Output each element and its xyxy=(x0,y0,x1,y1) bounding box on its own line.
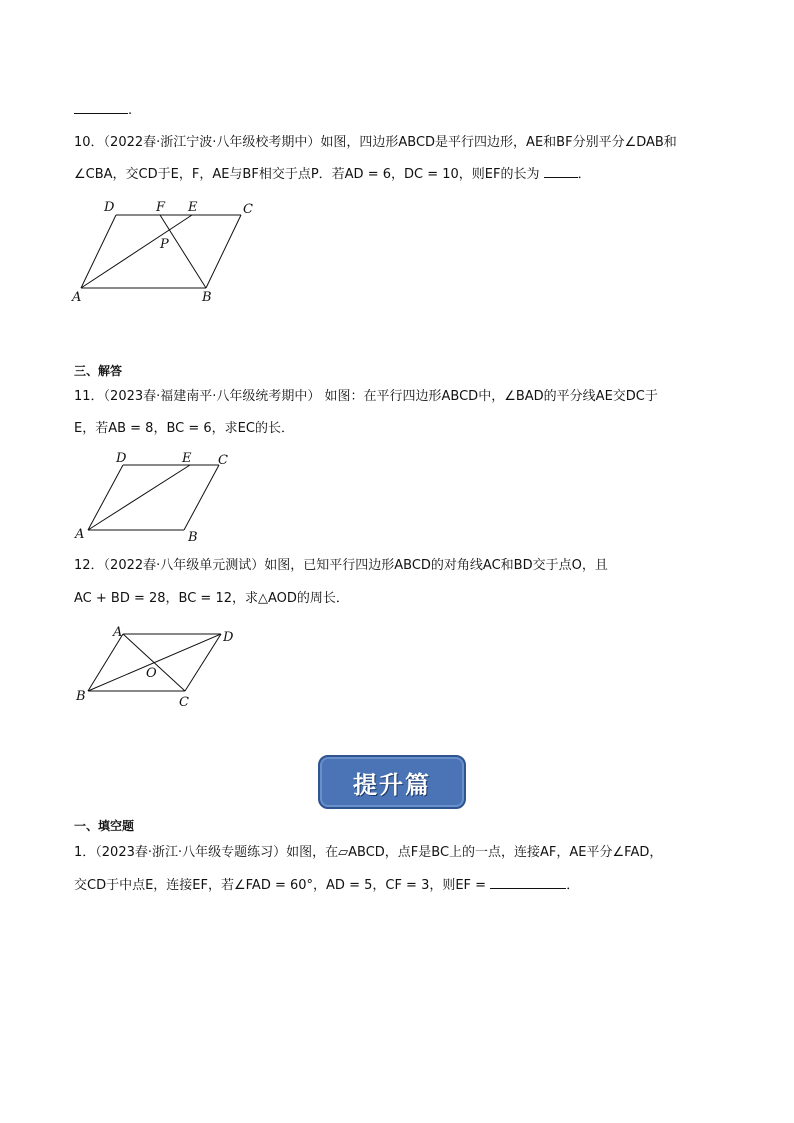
question-12-figure xyxy=(70,620,250,715)
section-3-heading: 三、解答 xyxy=(74,364,123,378)
question-10-line-2 xyxy=(74,165,591,184)
question-12-line-1: 12．（2022春·八年级单元测试）如图，已知平行四边形ABCD的对角线AC和BD交于点O，且 xyxy=(74,558,608,573)
edge-ba xyxy=(88,634,123,691)
answer-blank[interactable] xyxy=(74,101,128,114)
question-1-line-1: 1．（2023春·浙江·八年级专题练习）如图，在▱ABCD，点F是BC上的一点，连接AF，AE平分∠FAD， xyxy=(74,845,663,860)
blank-period: . xyxy=(128,103,133,118)
edge-cb xyxy=(184,465,219,530)
question-10-figure xyxy=(60,195,280,310)
label-a: A xyxy=(75,527,85,542)
edge-cb xyxy=(206,215,241,288)
segment-ae xyxy=(88,465,190,530)
label-b: B xyxy=(188,530,198,545)
label-c: C xyxy=(218,453,228,468)
question-10-answer-blank[interactable] xyxy=(544,165,578,178)
edge-ad xyxy=(88,465,123,530)
label-e: E xyxy=(188,200,198,215)
label-a: A xyxy=(72,290,82,305)
question-11-figure xyxy=(60,448,260,548)
label-c: C xyxy=(179,695,189,710)
edge-dc xyxy=(185,634,221,691)
diagonal-bd xyxy=(88,634,221,691)
question-12-line-2: AC + BD = 28，BC = 12，求△AOD的周长． xyxy=(74,591,349,606)
label-d: D xyxy=(104,200,115,215)
label-f: F xyxy=(156,200,166,215)
question-1-line-2-text: 交CD于中点E，连接EF，若∠FAD = 60°，AD = 5，CF = 3，则EF = xyxy=(74,878,487,893)
label-b: B xyxy=(202,290,212,305)
segment-ae xyxy=(81,215,192,288)
label-b: B xyxy=(76,689,86,704)
question-1-end: ． xyxy=(566,878,580,893)
previous-question-answer-blank xyxy=(74,101,132,120)
question-10-line-2-text: ∠CBA，交CD于E，F，AE与BF相交于点P．若AD = 6，DC = 10，则EF的长为 xyxy=(74,167,540,182)
question-1-answer-blank[interactable] xyxy=(490,876,566,889)
label-o: O xyxy=(146,666,157,681)
banner-title: 提升篇 xyxy=(353,770,431,799)
label-a: A xyxy=(113,625,123,640)
question-11-line-2: E，若AB = 8，BC = 6，求EC的长． xyxy=(74,421,294,436)
section-1-heading: 一、填空题 xyxy=(74,819,135,833)
question-1-line-2 xyxy=(74,876,579,895)
label-d: D xyxy=(116,451,127,466)
label-d: D xyxy=(223,630,234,645)
question-11-line-1: 11．（2023春·福建南平·八年级统考期中） 如图：在平行四边形ABCD中，∠BAD的平分线AE交DC于 xyxy=(74,389,658,404)
label-p: P xyxy=(160,237,169,252)
question-10-end: ． xyxy=(577,167,591,182)
advanced-section-banner xyxy=(318,755,466,809)
question-10-line-1: 10．（2022春·浙江宁波·八年级校考期中）如图，四边形ABCD是平行四边形，AE和BF分别平分∠DAB和 xyxy=(74,135,677,150)
label-c: C xyxy=(243,202,253,217)
label-e: E xyxy=(182,451,192,466)
